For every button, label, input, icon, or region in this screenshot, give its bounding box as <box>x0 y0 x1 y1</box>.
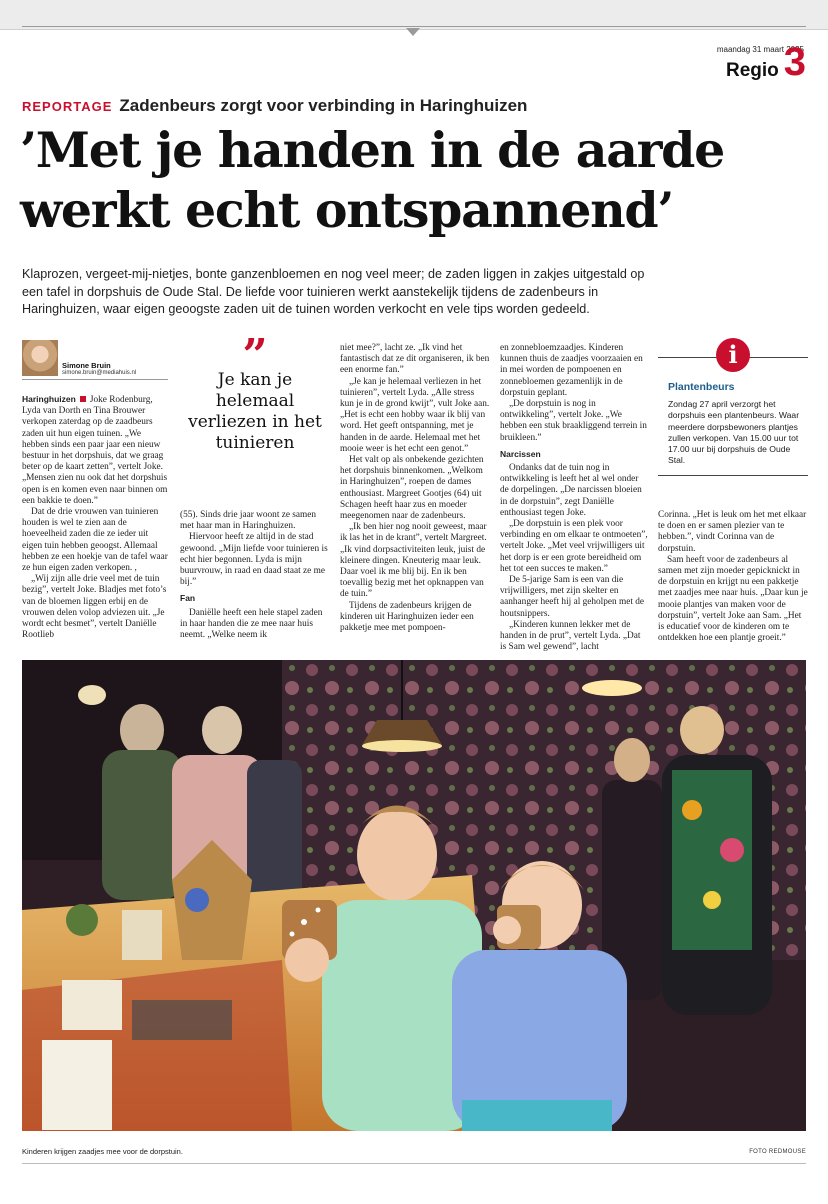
paragraph: Tijdens de zadenbeurs krijgen de kinderen uit Haringhuizen ieder een pakketje mee met pompoen- <box>340 600 474 634</box>
section-name: Regio <box>725 60 779 81</box>
pull-quote-text: Je kan je helemaal verliezen in het tuinieren <box>188 370 322 453</box>
info-icon: i <box>716 338 750 372</box>
subheading: Fan <box>180 593 196 604</box>
info-box-body: Zondag 27 april verzorgt het dorpshuis een plantenbeurs. Waar meerdere dorpsbewoners plantjes zullen verkopen. Van 15.00 uur tot 17.00 uur bij dorpshuis de Oude Stal. <box>668 399 800 466</box>
article-column-5 <box>658 510 808 644</box>
paragraph: Dat de drie vrouwen van tuinieren houden is wel te zien aan de hoeveelheid zaden die ze ieder uit eigen tuin hebben geoogst. Allemaal hebben ze een hoekje van de tafel waar ze hun eigen zaden verkopen. , <box>22 507 168 574</box>
dateline-square <box>80 396 86 402</box>
headline-line-2: werkt echt ontspannend’ <box>20 181 674 239</box>
photo-caption: Kinderen krijgen zaadjes mee voor de dorpstuin. <box>22 1147 183 1156</box>
paragraph: Het valt op als onbekende gezichten het dorpshuis binnenkomen. „Welkom in Haringhuizen”, roepen de dames enthousiast. Margreet Gootjes (64) uit Schagen heeft haar zus en moeder meegenomen naar de zadenbeurs. <box>340 455 484 522</box>
paragraph: „Je kan je helemaal verliezen in het tuinieren”, vertelt Lyda. „Alle stress kun je in de grond kwijt”, vult Joke aan. „Het is echt een hobby waar ik blij van word. Het geeft ontspanning, met je handen in de aarde. Helemaal met het mooie weer is het echt een genot.” <box>340 376 490 454</box>
paragraph: „De dorpstuin is een plek voor verbinding en om elkaar te ontmoeten”, vertelt Joke. „Met veel vrijwilligers uit het dorp is er een grote bereidheid om het tot een succes te maken.” <box>500 519 648 574</box>
kicker <box>22 96 527 116</box>
paragraph: „Ik ben hier nog nooit geweest, maar ik las het in de krant”, vertelt Margreet. „Ik vind dorpsactiviteiten leuk, juist de kleinere dingen. Kneuterig maar leuk. Daar voel ik me blij bij. En ik ben toevallig bezig met het opknappen van de tuin.” <box>340 522 487 600</box>
paragraph: Corinna. „Het is leuk om het met elkaar te doen en er samen plezier van te hebben.”, vindt Corinna van de dorpstuin. <box>658 510 807 554</box>
page-fold-marker <box>406 28 420 36</box>
paragraph: Ondanks dat de tuin nog in ontwikkeling is leeft het al wel onder de dorpelingen. „De narcissen bloeien in de dorpstuin”, zegt Daniëlle enthousiast tegen Joke. <box>500 463 642 518</box>
paragraph: Daniëlle heeft een hele stapel zaden in haar handen die ze mee naar huis neemt. „Welke neem ik <box>180 607 323 641</box>
subheading: Narcissen <box>500 448 541 459</box>
info-box-rule <box>658 475 808 476</box>
paragraph: en zonnebloemzaadjes. Kinderen kunnen thuis de zaadjes voorzaaien en in mei worden de pompoenen en zonnebloemen gezamenlijk in de dorpstuin geplant. <box>500 343 643 398</box>
quote-mark-icon: ” <box>242 330 268 381</box>
paragraph: niet mee?”, lacht ze. „Ik vind het fantastisch dat ze dit organiseren, ik ben een enorme fan.” <box>340 343 490 376</box>
kicker-text: Zadenbeurs zorgt voor verbinding in Haringhuizen <box>119 96 528 115</box>
author-name: Simone Bruin <box>62 361 111 370</box>
article-column-4 <box>500 343 648 653</box>
paragraph: „Kinderen kunnen lekker met de handen in de prut”, vertelt Lyda. „Dat is Sam wel gewend”, lacht <box>500 619 641 653</box>
page-top-rule <box>22 26 806 27</box>
paragraph-text: Joke Rodenburg, Lyda van Dorth en Tina Brouwer verkopen zaterdag op de zaadbeurs zaden uit hun eigen tuinen. „We hebben sinds een paar jaar een nieuw bestuur in het dorpshuis, dat we graag beter op de kaart zetten”, vertelt Joke. „Mensen zien nu ook dat het dorpshuis open is en komen even naar binnen om een bakkie te doen.” <box>22 395 168 506</box>
info-box <box>658 338 808 476</box>
paragraph: „De dorpstuin is nog in ontwikkeling”, vertelt Joke. „We hebben een stuk braakliggend terrein in bruikleen.” <box>500 399 647 443</box>
kicker-label: REPORTAGE <box>22 99 113 114</box>
article-column-2 <box>180 510 330 641</box>
issue-date: maandag 31 maart 2025 <box>716 45 804 54</box>
paragraph: De 5-jarige Sam is een van die vrijwilligers, met zijn skelter en aanhanger heeft hij al geholpen met de houtsnippers. <box>500 575 645 619</box>
page-bottom-rule <box>22 1163 806 1164</box>
author-email: simone.bruin@mediahuis.nl <box>62 370 137 376</box>
headline <box>20 120 810 240</box>
paragraph: (55). Sinds drie jaar woont ze samen met haar man in Haringhuizen. <box>180 510 317 532</box>
article-column-3 <box>340 343 490 634</box>
article-photo <box>22 660 806 1131</box>
paragraph: Hiervoor heeft ze altijd in de stad gewoond. „Mijn liefde voor tuinieren is echt hier begonnen. Lyda is mijn buurvrouw, in raad en daad staat ze me bij.” <box>180 532 328 588</box>
paragraph: Sam heeft voor de zadenbeurs al samen met zijn moeder gepicknickt in de dorpstuin en krijgt nu een pakketje met zaadjes mee naar huis. „Daar kun je mooie plantjes van maken voor de dorpstuin”, vertelt Joke aan Sam. „Het is educatief voor de kinderen om te ontdekken hoe een plantje groeit.” <box>658 554 808 644</box>
headline-line-1: ’Met je handen in de aarde <box>20 121 724 179</box>
section-header <box>726 42 806 82</box>
author-byline <box>22 340 168 380</box>
info-box-title: Plantenbeurs <box>668 381 735 393</box>
lead-paragraph: Klaprozen, vergeet-mij-nietjes, bonte ganzenbloemen en nog veel meer; de zaden liggen in zakjes uitgestald op een tafel in dorpshuis de Oude Stal. De liefde voor tuinieren werkt aanstekelijk tijdens de zadenbeurs in Haringhuizen, waar eigen geoogste zaden uit de tuinen worden verkocht en vele tips worden gedeeld. <box>22 267 645 316</box>
paragraph: „Wij zijn alle drie veel met de tuin bezig”, vertelt Joke. Bladjes met foto’s van de bloemen liggen erbij en de vrouwen delen volop adviezen uit. „Je wordt echt besmet”, vertelt Daniëlle Rootlieb <box>22 574 167 641</box>
article-column-1 <box>22 394 168 641</box>
author-avatar <box>22 340 58 376</box>
photo-credit: FOTO REDMOUSE <box>749 1149 806 1155</box>
paragraph <box>22 394 168 507</box>
photo-illustration <box>22 660 806 1131</box>
pull-quote <box>180 330 330 458</box>
page-number: 3 <box>783 40 806 84</box>
dateline-place: Haringhuizen <box>22 394 76 404</box>
